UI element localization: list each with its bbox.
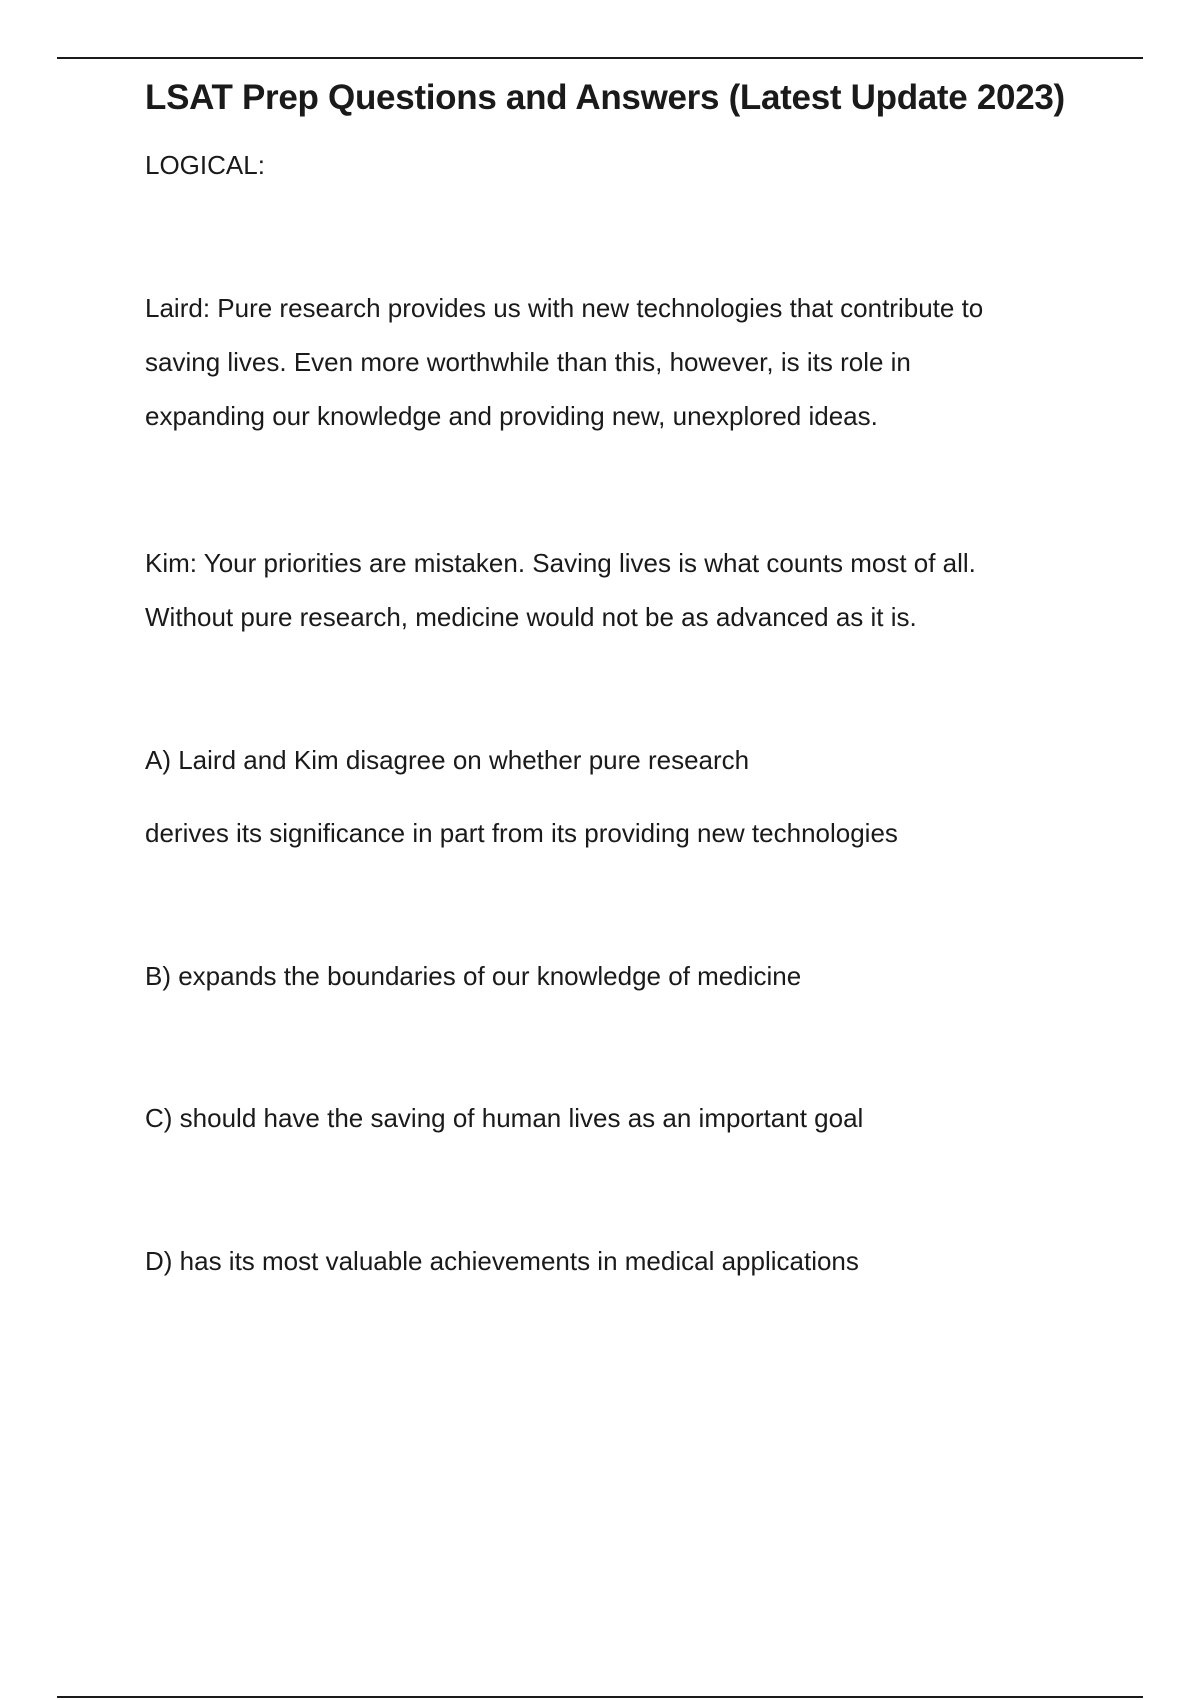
answer-option: derives its significance in part from its providing new technologies [145, 818, 898, 848]
kim-line: Without pure research, medicine would not be as advanced as it is. [145, 602, 917, 632]
answer-option-b: B) expands the boundaries of our knowledge of medicine [145, 961, 802, 991]
bottom-rule [57, 1696, 1143, 1698]
kim-statement [145, 536, 1075, 644]
laird-line: Laird: Pure research provides us with new technologies that contribute to [145, 293, 984, 323]
top-rule [57, 57, 1143, 59]
laird-statement [145, 281, 1075, 443]
laird-line: expanding our knowledge and providing new, unexplored ideas. [145, 401, 878, 431]
answer-option-c: C) should have the saving of human lives as an important goal [145, 1103, 864, 1133]
page-title: LSAT Prep Questions and Answers (Latest Update 2023) [145, 78, 1065, 117]
section-label: LOGICAL: [145, 150, 265, 180]
laird-line: saving lives. Even more worthwhile than this, however, is its role in [145, 347, 911, 377]
answer-option-d: D) has its most valuable achievements in medical applications [145, 1246, 859, 1276]
kim-line: Kim: Your priorities are mistaken. Saving lives is what counts most of all. [145, 548, 976, 578]
question-stem: A) Laird and Kim disagree on whether pure research [145, 745, 750, 775]
